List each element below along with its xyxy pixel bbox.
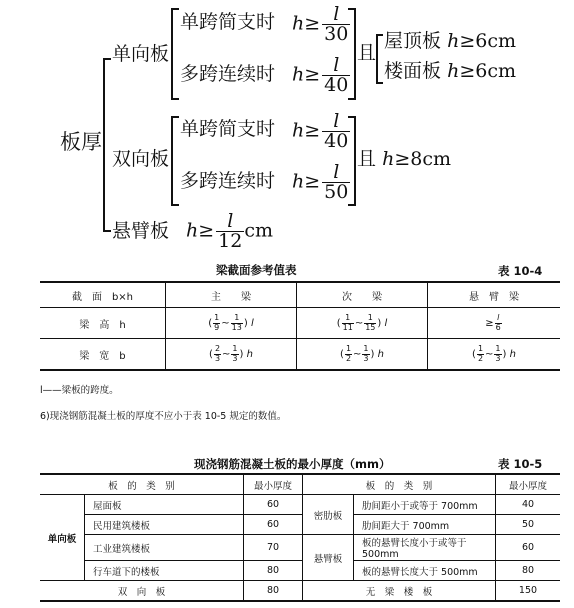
value-cell: 40 xyxy=(496,495,561,515)
main-brace xyxy=(103,58,111,232)
two-way-simple-formula: h≥ $\frac{l}{40}$ xyxy=(292,110,349,152)
header-cell: 最小厚度 xyxy=(496,474,561,495)
value-cell: 70 xyxy=(244,535,303,561)
table4-footnote: l——梁板的跨度。 xyxy=(40,385,119,396)
table-row xyxy=(40,339,560,371)
header-cell: 次 梁 xyxy=(297,282,428,308)
value-cell: 80 xyxy=(244,581,303,602)
two-way-brace xyxy=(171,116,179,206)
value-cell: 60 xyxy=(244,515,303,535)
type-cell: 工业建筑楼板 xyxy=(85,535,244,561)
type-cell: 无 梁 楼 板 xyxy=(303,581,496,602)
two-way-condition: 且 h≥8cm xyxy=(357,148,451,170)
value-cell: 60 xyxy=(244,495,303,515)
table-row xyxy=(40,308,560,339)
type-cell: 行车道下的楼板 xyxy=(85,561,244,581)
value-cell: 80 xyxy=(496,561,561,581)
header-cell: 主 梁 xyxy=(166,282,297,308)
one-way-brace xyxy=(171,8,179,100)
table5-number: 表 10-5 xyxy=(498,457,543,471)
secondary-beam-width: ( $\frac{1}{2}$ ~ $\frac{1}{3}$ ) h xyxy=(297,339,428,371)
slab-type-brace xyxy=(376,34,383,84)
header-cell: 截 面 b×h xyxy=(40,282,166,308)
category-cell: 悬臂板 xyxy=(303,535,354,581)
two-way-simple-label: 单跨简支时 xyxy=(180,118,276,140)
min-slab-thickness-table xyxy=(40,473,560,602)
table-header-row xyxy=(40,474,560,495)
table-row xyxy=(40,515,560,535)
two-way-right-brace xyxy=(348,116,356,206)
one-way-and: 且 xyxy=(357,42,377,64)
cantilever-beam-height: ≥ $\frac{l}{6}$ xyxy=(428,308,561,339)
roof-slab-row: 屋顶板 h≥6cm xyxy=(384,30,516,52)
fraction: $\frac{l}{40}$ xyxy=(324,110,349,152)
one-way-multi-formula: h≥ $\frac{l}{40}$ xyxy=(292,54,349,96)
type-cell: 板的悬臂长度小于或等于 500mm xyxy=(354,535,496,561)
table-row xyxy=(40,561,560,581)
fraction: $\frac{l}{12}$ xyxy=(218,210,243,252)
table-row xyxy=(40,495,560,515)
type-cell: 屋面板 xyxy=(85,495,244,515)
value-cell: 150 xyxy=(496,581,561,602)
cantilever-label: 悬臂板 xyxy=(112,220,170,242)
fraction: $\frac{l}{50}$ xyxy=(324,161,349,203)
value-cell: 60 xyxy=(496,535,561,561)
row-label: 梁 宽 b xyxy=(40,339,166,371)
one-way-label: 单向板 xyxy=(112,43,170,65)
header-cell: 板 的 类 别 xyxy=(40,474,244,495)
row-label: 梁 高 h xyxy=(40,308,166,339)
main-beam-width: ( $\frac{2}{3}$ ~ $\frac{1}{3}$ ) h xyxy=(166,339,297,371)
header-cell: 悬 臂 梁 xyxy=(428,282,561,308)
one-way-right-brace xyxy=(348,8,356,100)
type-cell: 肋间距大于 700mm xyxy=(354,515,496,535)
value-cell: 80 xyxy=(244,561,303,581)
category-cell: 密肋板 xyxy=(303,495,354,535)
table4-title: 梁截面参考值表 xyxy=(216,263,297,277)
type-cell: 双 向 板 xyxy=(40,581,244,602)
two-way-label: 双向板 xyxy=(112,148,170,170)
fraction: $\frac{l}{30}$ xyxy=(324,3,349,45)
table-row xyxy=(40,581,560,602)
header-cell: 最小厚度 xyxy=(244,474,303,495)
type-cell: 板的悬臂长度大于 500mm xyxy=(354,561,496,581)
floor-slab-row: 楼面板 h≥6cm xyxy=(384,60,516,82)
one-way-multi-label: 多跨连续时 xyxy=(180,63,276,85)
one-way-simple-formula: h≥ $\frac{l}{30}$ xyxy=(292,3,349,45)
header-cell: 板 的 类 别 xyxy=(303,474,496,495)
type-cell: 肋间距小于或等于 700mm xyxy=(354,495,496,515)
table-row xyxy=(40,535,560,561)
root-label: 板厚 xyxy=(60,130,102,154)
cantilever-beam-width: ( $\frac{1}{2}$ ~ $\frac{1}{3}$ ) h xyxy=(428,339,561,371)
category-cell: 单向板 xyxy=(40,495,85,581)
fraction: $\frac{l}{40}$ xyxy=(324,54,349,96)
secondary-beam-height: ( $\frac{1}{11}$ ~ $\frac{1}{15}$ ) l xyxy=(297,308,428,339)
two-way-multi-label: 多跨连续时 xyxy=(180,170,276,192)
value-cell: 50 xyxy=(496,515,561,535)
type-cell: 民用建筑楼板 xyxy=(85,515,244,535)
table4-number: 表 10-4 xyxy=(498,264,543,278)
table-header-row xyxy=(40,282,560,308)
two-way-multi-formula: h≥ $\frac{l}{50}$ xyxy=(292,161,349,203)
one-way-simple-label: 单跨简支时 xyxy=(180,11,276,33)
main-beam-height: ( $\frac{1}{9}$ ~ $\frac{1}{13}$ ) l xyxy=(166,308,297,339)
beam-section-table xyxy=(40,281,560,371)
table5-title: 现浇钢筋混凝土板的最小厚度（mm） xyxy=(194,457,391,471)
cantilever-formula: h≥ $\frac{l}{12}$ cm xyxy=(186,210,274,252)
body-paragraph: 6)现浇钢筋混凝土板的厚度不应小于表 10-5 规定的数值。 xyxy=(40,411,287,422)
